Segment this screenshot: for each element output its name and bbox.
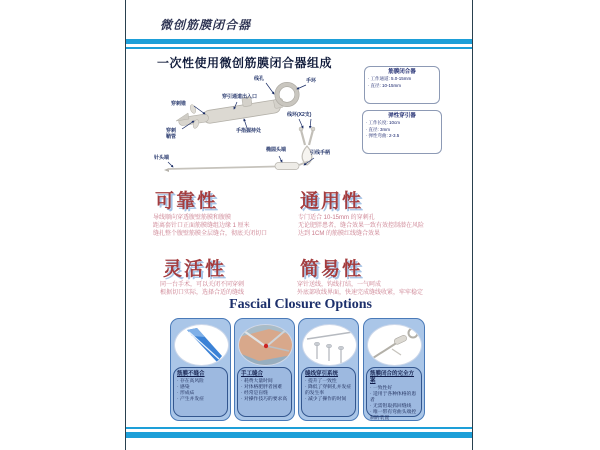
feature-text-simplicity xyxy=(297,281,465,297)
spec-box-closure-device xyxy=(364,66,440,104)
top-rule-thin xyxy=(126,47,472,49)
feature-title-flexibility: 灵活性 xyxy=(163,259,227,280)
panel-list-title: 筋膜不缝合 xyxy=(177,371,205,377)
feature-line: 无论肥胖患者，缝合效果一致有效控制潜在风险 xyxy=(298,223,425,229)
surgery-photo xyxy=(238,324,293,366)
section-title: 一次性使用微创筋膜闭合器组成 xyxy=(157,56,333,70)
left-page-border xyxy=(125,0,126,450)
panel-list xyxy=(237,367,292,417)
panel-list-title: 筋膜闭合的完全方案 xyxy=(370,371,415,384)
diagram-label-ring: 手环 xyxy=(306,78,317,84)
diagram-label-sheath: 穿刺鞘管 xyxy=(166,128,177,140)
list-item: · 唯一带有弯曲头端控制的装置 xyxy=(370,410,418,422)
feature-line: 同一台手术，可以关闭不同穿刺 xyxy=(160,282,245,288)
list-item: · 存在高风险 xyxy=(177,379,224,385)
flexible-passer-art xyxy=(164,162,308,173)
panel-list-title: 缝线穿引系统 xyxy=(305,371,339,377)
list-item: · 一致性好 xyxy=(370,386,418,392)
feature-text-universality xyxy=(298,214,466,238)
list-item: · 适用于各种体格的患者 xyxy=(370,392,418,404)
feature-text-reliability xyxy=(153,214,295,238)
feature-line: 距离套针口正面筋膜缝组边缘 1 厘米 xyxy=(153,223,250,229)
feature-line: 根据切口实际，选择合适的缝线 xyxy=(160,290,245,296)
scalpel-image xyxy=(174,324,229,366)
feature-line: 缝扎整个腹壁筋膜全层缝合，彻底关闭切口 xyxy=(153,231,268,237)
list-item: · 产生并发症 xyxy=(177,397,224,403)
spec-box-title: 筋膜闭合器 xyxy=(388,69,416,75)
list-item: · 形成疝 xyxy=(177,391,224,397)
option-panel-complete-solution xyxy=(363,318,425,421)
panel-list xyxy=(366,367,422,421)
closure-device-image xyxy=(367,324,422,366)
option-panel-no-closure xyxy=(170,318,231,421)
diagram-label-wire-handle: 引线手柄 xyxy=(310,150,331,156)
list-item: · 耗费大量时间 xyxy=(241,379,288,385)
bottom-rule-thin xyxy=(126,427,472,429)
list-item: · 对操作技巧的要求高 xyxy=(241,397,288,403)
diagram-label-grip: 手指握持处 xyxy=(236,128,262,134)
spec-line: · 直径: 10-15mm xyxy=(368,83,436,90)
top-rule-thick xyxy=(126,39,472,44)
feature-line: 外底部收线界面，快速完成缝线收紧，牢牢稳定 xyxy=(297,290,424,296)
option-panel-passer-system xyxy=(298,318,359,421)
feature-line: 穿针送线，钩线打结，一气呵成 xyxy=(297,282,382,288)
list-item: · 提升了一致性 xyxy=(305,379,352,385)
diagram-label-needle-end: 针头端 xyxy=(154,155,170,161)
list-item: · 感染 xyxy=(177,385,224,391)
feature-title-simplicity: 简易性 xyxy=(300,259,364,280)
feature-text-flexibility xyxy=(160,281,295,297)
diagram-label-port: 穿引通道出入口 xyxy=(222,94,258,100)
spec-line: · 弹性弯曲: 2-3.5 xyxy=(366,133,438,140)
panel-list xyxy=(173,367,228,417)
spec-line: · 工作通道: 5.0-15mm xyxy=(368,76,436,83)
closure-device-art xyxy=(176,82,299,129)
right-page-border xyxy=(472,0,473,450)
panel-list-title: 手工缝合 xyxy=(241,371,264,377)
suture-needles-image xyxy=(302,324,357,366)
feature-line: 导线顺向穿透腹壁筋膜和腹膜 xyxy=(153,215,232,221)
spec-box-title: 弹性穿引器 xyxy=(388,113,416,119)
list-item: · 经常是盲缝 xyxy=(241,391,288,397)
option-panel-manual-suture xyxy=(234,318,295,421)
spec-box-passer xyxy=(362,110,442,154)
feature-line: 达到 1CM 的筋膜红线缝合效果 xyxy=(298,231,381,237)
diagram-label-oval-tip: 椭圆头端 xyxy=(266,147,287,153)
panel-list xyxy=(301,367,356,417)
feature-title-reliability: 可靠性 xyxy=(155,191,219,212)
diagram-label-thread-hole: 线孔 xyxy=(254,76,265,82)
list-item: · 降低了穿刺孔并发症的发生率 xyxy=(305,385,352,397)
brand-title: 微创筋膜闭合器 xyxy=(160,18,252,32)
spec-line: · 工作长度: 10cm xyxy=(366,120,438,127)
diagram-label-tip: 穿刺锥 xyxy=(171,101,187,107)
spec-line: · 直径: 3mm xyxy=(366,127,438,134)
bottom-rule-thick xyxy=(126,432,472,438)
feature-title-universality: 通用性 xyxy=(300,191,364,212)
list-item: · 无需钳取抓回缝线 xyxy=(370,404,418,410)
diagram-label-loops: 线环(X2支) xyxy=(287,112,312,118)
options-heading: Fascial Closure Options xyxy=(229,297,372,312)
list-item: · 对体格肥胖者困难 xyxy=(241,385,288,391)
list-item: · 减少了操作的时间 xyxy=(305,397,352,403)
feature-line: 专门适合 10-15mm 的穿刺孔 xyxy=(298,215,375,221)
